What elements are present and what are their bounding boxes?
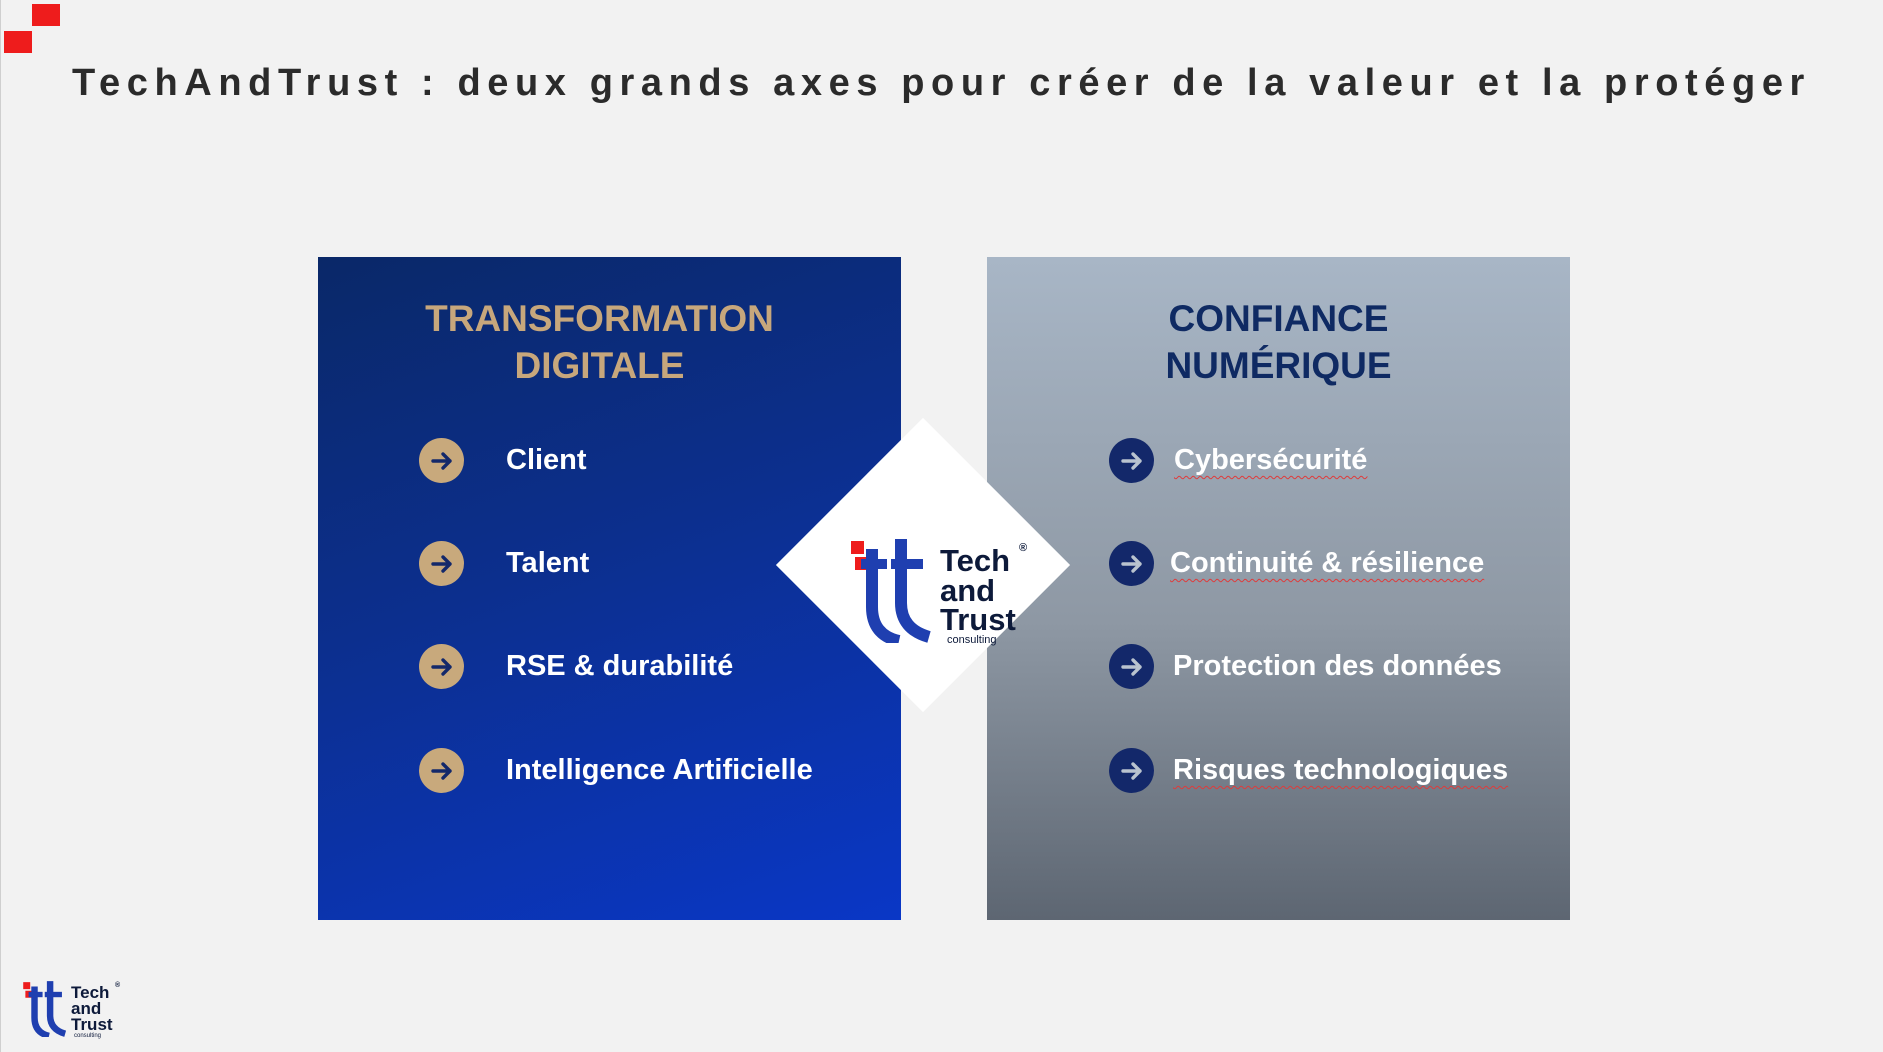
- arrow-right-circle-icon: [1109, 438, 1154, 483]
- logo-word-trust: Trust: [71, 1015, 113, 1034]
- logo-tagline: consulting: [74, 1033, 102, 1039]
- list-item-protection: [1109, 644, 1502, 689]
- tt-monogram-icon: [849, 537, 934, 643]
- logo-word-and: and: [71, 999, 102, 1018]
- list-item-label: Talent: [506, 547, 590, 579]
- list-item-label: Protection des données: [1173, 650, 1502, 682]
- arrow-right-circle-icon: [419, 748, 464, 793]
- list-item-risques: [1109, 748, 1508, 793]
- list-item-cybersecurite: [1109, 438, 1367, 483]
- list-item-label: Client: [506, 444, 587, 476]
- panel-title: [308, 295, 891, 389]
- arrow-right-circle-icon: [419, 644, 464, 689]
- list-item-continuite: [1109, 541, 1484, 586]
- list-item-label: Risques technologiques: [1173, 754, 1509, 786]
- list-item-label: Continuité & résilience: [1170, 547, 1485, 579]
- arrow-right-circle-icon: [1109, 644, 1154, 689]
- list-item-client: [419, 438, 587, 483]
- slide-title: TechAndTrust : deux grands axes pour créer de la valeur et la protéger: [72, 62, 1811, 104]
- arrow-right-circle-icon: [1109, 541, 1154, 586]
- list-item-label: RSE & durabilité: [506, 650, 734, 682]
- tt-monogram-icon: [22, 980, 68, 1037]
- arrow-right-circle-icon: [419, 541, 464, 586]
- logo-word-and: and: [940, 573, 996, 608]
- arrow-right-circle-icon: [1109, 748, 1154, 793]
- corner-decoration-bottom: [4, 31, 32, 53]
- list-item-label: Intelligence Artificielle: [506, 754, 813, 786]
- tech-and-trust-logo: [849, 537, 1029, 647]
- list-item-label: Cybersécurité: [1174, 444, 1368, 476]
- logo-word-tech: Tech: [940, 543, 1011, 578]
- logo-tagline: consulting: [947, 634, 997, 646]
- list-item-talent: [419, 541, 589, 586]
- logo-word-tech: Tech: [71, 983, 110, 1002]
- panel-confiance-numerique: [987, 257, 1570, 920]
- registered-mark: ®: [115, 982, 121, 989]
- corner-decoration-top: [32, 4, 60, 26]
- arrow-right-circle-icon: [419, 438, 464, 483]
- panel-title-line1: CONFIANCE: [1168, 298, 1389, 339]
- list-item-rse: [419, 644, 733, 689]
- slide-left-edge: [0, 0, 1, 1052]
- list-item-ia: [419, 748, 813, 793]
- registered-mark: ®: [1019, 542, 1028, 554]
- panel-title: [987, 295, 1570, 389]
- panel-title-line2: NUMÉRIQUE: [1165, 345, 1392, 386]
- panel-title-line1: TRANSFORMATION: [425, 298, 774, 339]
- panel-title-line2: DIGITALE: [514, 345, 685, 386]
- footer-logo: [22, 980, 122, 1040]
- logo-word-trust: Trust: [940, 602, 1016, 637]
